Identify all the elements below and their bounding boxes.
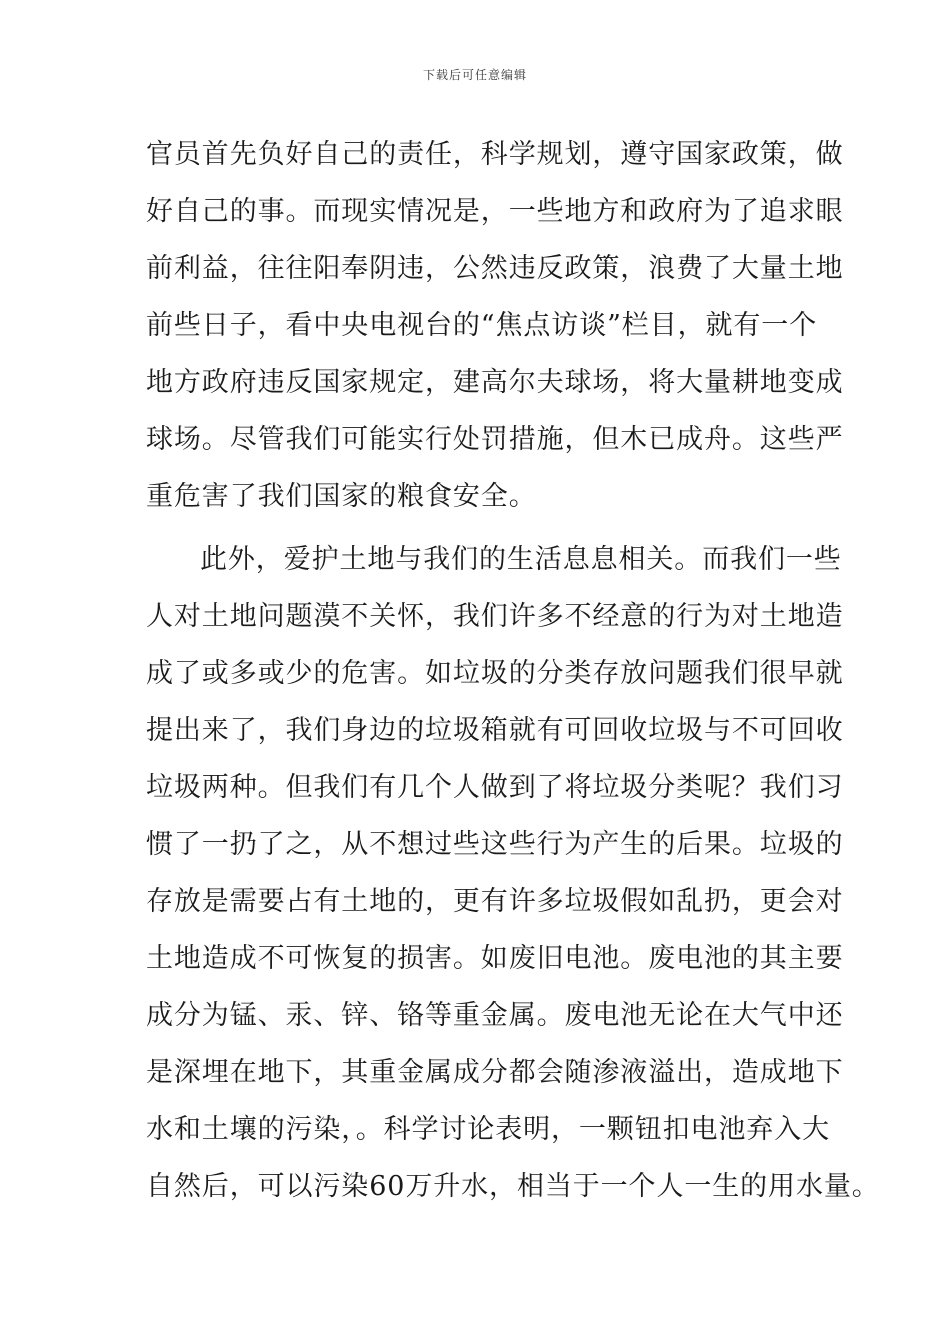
text-line: 成了或多或少的危害。如垃圾的分类存放问题我们很早就	[146, 658, 844, 689]
text-line: 惯了一扔了之，从不想过些这些行为产生的后果。垃圾的	[146, 829, 844, 860]
text-line	[146, 1215, 836, 1272]
text-line: 水和土壤的污染，。科学讨论表明，一颗钮扣电池弃入大	[146, 1114, 830, 1145]
paragraph-1	[146, 126, 844, 525]
text-line: 官员首先负好自己的责任，科学规划，遵守国家政策，做	[146, 139, 844, 170]
document-body	[146, 126, 880, 1272]
text-line: 是深埋在地下，其重金属成分都会随渗液溢出，造成地下	[146, 1057, 844, 1088]
text-line: 自然后，可以污染60万升水，相当于一个人一生的用水量。	[146, 1171, 880, 1202]
text-line: 前些日子，看中央电视台的“焦点访谈”栏目，就有一个	[146, 310, 818, 341]
text-line-indented: 此外，爱护土地与我们的生活息息相关。而我们一些	[200, 544, 842, 575]
text-line: 地方政府违反国家规定，建高尔夫球场，将大量耕地变成	[146, 367, 844, 398]
text-line: 球场。尽管我们可能实行处罚措施，但木已成舟。这些严	[146, 424, 844, 455]
text-line: 好自己的事。而现实情况是，一些地方和政府为了追求眼	[146, 196, 844, 227]
text-line: 存放是需要占有土地的，更有许多垃圾假如乱扔，更会对	[146, 886, 844, 917]
text-line: 垃圾两种。但我们有几个人做到了将垃圾分类呢？我们习	[146, 772, 844, 803]
text-line: 前利益，往往阳奉阴违，公然违反政策，浪费了大量土地	[146, 253, 844, 284]
page-header: 下载后可任意编辑	[422, 68, 527, 82]
text-line: 重危害了我们国家的粮食安全。	[146, 481, 537, 512]
paragraph-2	[146, 531, 880, 1272]
text-line: 成分为锰、汞、锌、铬等重金属。废电池无论在大气中还	[146, 1000, 844, 1031]
text-line: 人对土地问题漠不关怀，我们许多不经意的行为对土地造	[146, 601, 844, 632]
text-line: 土地造成不可恢复的损害。如废旧电池。废电池的其主要	[146, 943, 844, 974]
text-line: 提出来了，我们身边的垃圾箱就有可回收垃圾与不可回收	[146, 715, 844, 746]
